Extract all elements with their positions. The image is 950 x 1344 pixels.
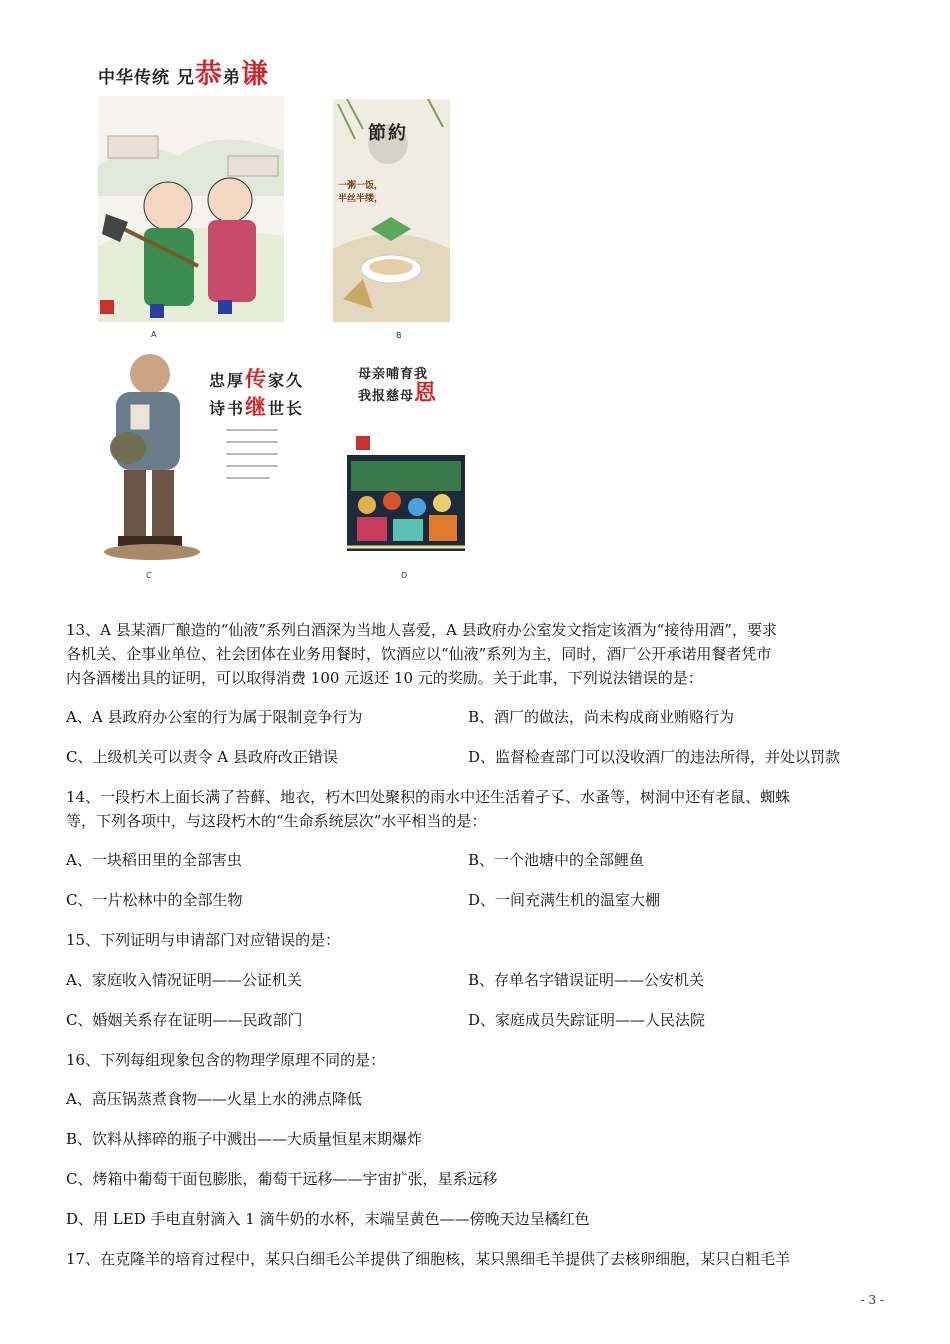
- poster-b-logo: 節約: [368, 123, 408, 144]
- question-13-line-2: 各机关、企事业单位、社会团体在业务用餐时，饮酒应以“仙液”系列为主，同时，酒厂公开承诺用餐者凭市: [66, 645, 772, 663]
- poster-d-line-1: 母亲哺育我: [358, 367, 429, 382]
- q14-option-c: C、一片松林中的全部生物: [66, 891, 243, 909]
- q14-option-b: B、一个池塘中的全部鲤鱼: [468, 851, 645, 869]
- question-13: [66, 618, 777, 690]
- poster-c-small-text-lines: [226, 424, 286, 486]
- q16-option-a: A、高压锅蒸煮食物——火星上水的沸点降低: [66, 1090, 362, 1108]
- q15-option-a: A、家庭收入情况证明——公证机关: [66, 971, 302, 989]
- q13-option-d: D、监督检查部门可以没收酒厂的违法所得，并处以罚款: [468, 748, 841, 766]
- question-13-line-1: 13、A 县某酒厂酿造的“仙液”系列白酒深为当地人喜爱，A 县政府办公室发文指定该酒为“接待用酒”，要求: [66, 621, 777, 639]
- question-17: 17、在克隆羊的培育过程中，某只白细毛公羊提供了细胞核，某只黑细毛羊提供了去核卵细胞，某只白粗毛羊: [66, 1250, 791, 1268]
- poster-d-seal-icon: [356, 436, 370, 450]
- poster-c-line-1: 忠厚传家久: [209, 366, 305, 391]
- q13-option-a: A、A 县政府办公室的行为属于限制竞争行为: [66, 708, 363, 726]
- q15-option-c: C、婚姻关系存在证明——民政部门: [66, 1011, 303, 1029]
- poster-b-line-2: 半丝半缕，: [338, 194, 384, 204]
- q13-option-b: B、酒厂的做法，尚未构成商业贿赂行为: [468, 708, 735, 726]
- question-14: [66, 785, 790, 833]
- poster-d-text: [358, 366, 437, 406]
- poster-a-image: [98, 96, 284, 322]
- page-number: - 3 -: [860, 1293, 884, 1307]
- q14-option-a: A、一块稻田里的全部害虫: [66, 851, 242, 869]
- question-16: 16、下列每组现象包含的物理学原理不同的是：: [66, 1051, 386, 1069]
- label-d: D: [401, 571, 408, 580]
- poster-b-text: [338, 180, 383, 206]
- question-14-line-2: 等，下列各项中，与这段朽木的“生命系统层次”水平相当的是：: [66, 812, 487, 830]
- q13-option-c: C、上级机关可以责令 A 县政府改正错误: [66, 748, 338, 766]
- q16-option-d: D、用 LED 手电直射滴入 1 滴牛奶的水杯，末端呈黄色——傍晚天边呈橘红色: [66, 1210, 590, 1228]
- figure-title: 中华传统 兄恭弟谦: [98, 59, 269, 90]
- question-13-line-3: 内各酒楼出具的证明，可以取得消费 100 元返还 10 元的奖励。关于此事，下列说法错误的是：: [66, 669, 703, 687]
- label-c: C: [146, 571, 152, 580]
- q16-option-b: B、饮料从摔碎的瓶子中溅出——大质量恒星末期爆炸: [66, 1130, 423, 1148]
- q16-option-c: C、烤箱中葡萄干面包膨胀，葡萄干远移——宇宙扩张，星系远移: [66, 1170, 498, 1188]
- q15-option-d: D、家庭成员失踪证明——人民法院: [468, 1011, 706, 1029]
- poster-c-couplet: [209, 366, 304, 422]
- poster-c-image: [98, 348, 218, 562]
- poster-d-image: [347, 455, 465, 551]
- q15-option-b: B、存单名字错误证明——公安机关: [468, 971, 705, 989]
- q14-option-d: D、一间充满生机的温室大棚: [468, 891, 661, 909]
- question-14-line-1: 14、一段朽木上面长满了苔藓、地衣，朽木凹处聚积的雨水中还生活着孑孓、水蚤等，树洞中还有老鼠、蜘蛛: [66, 788, 791, 806]
- question-15: 15、下列证明与申请部门对应错误的是：: [66, 931, 341, 949]
- label-a: A: [151, 330, 157, 339]
- poster-d-line-2: 我报慈母恩: [358, 380, 438, 406]
- poster-b-line-1: 一粥一饭，: [338, 181, 384, 191]
- poster-c-line-2: 诗书继世长: [209, 394, 305, 419]
- label-b: B: [396, 331, 402, 340]
